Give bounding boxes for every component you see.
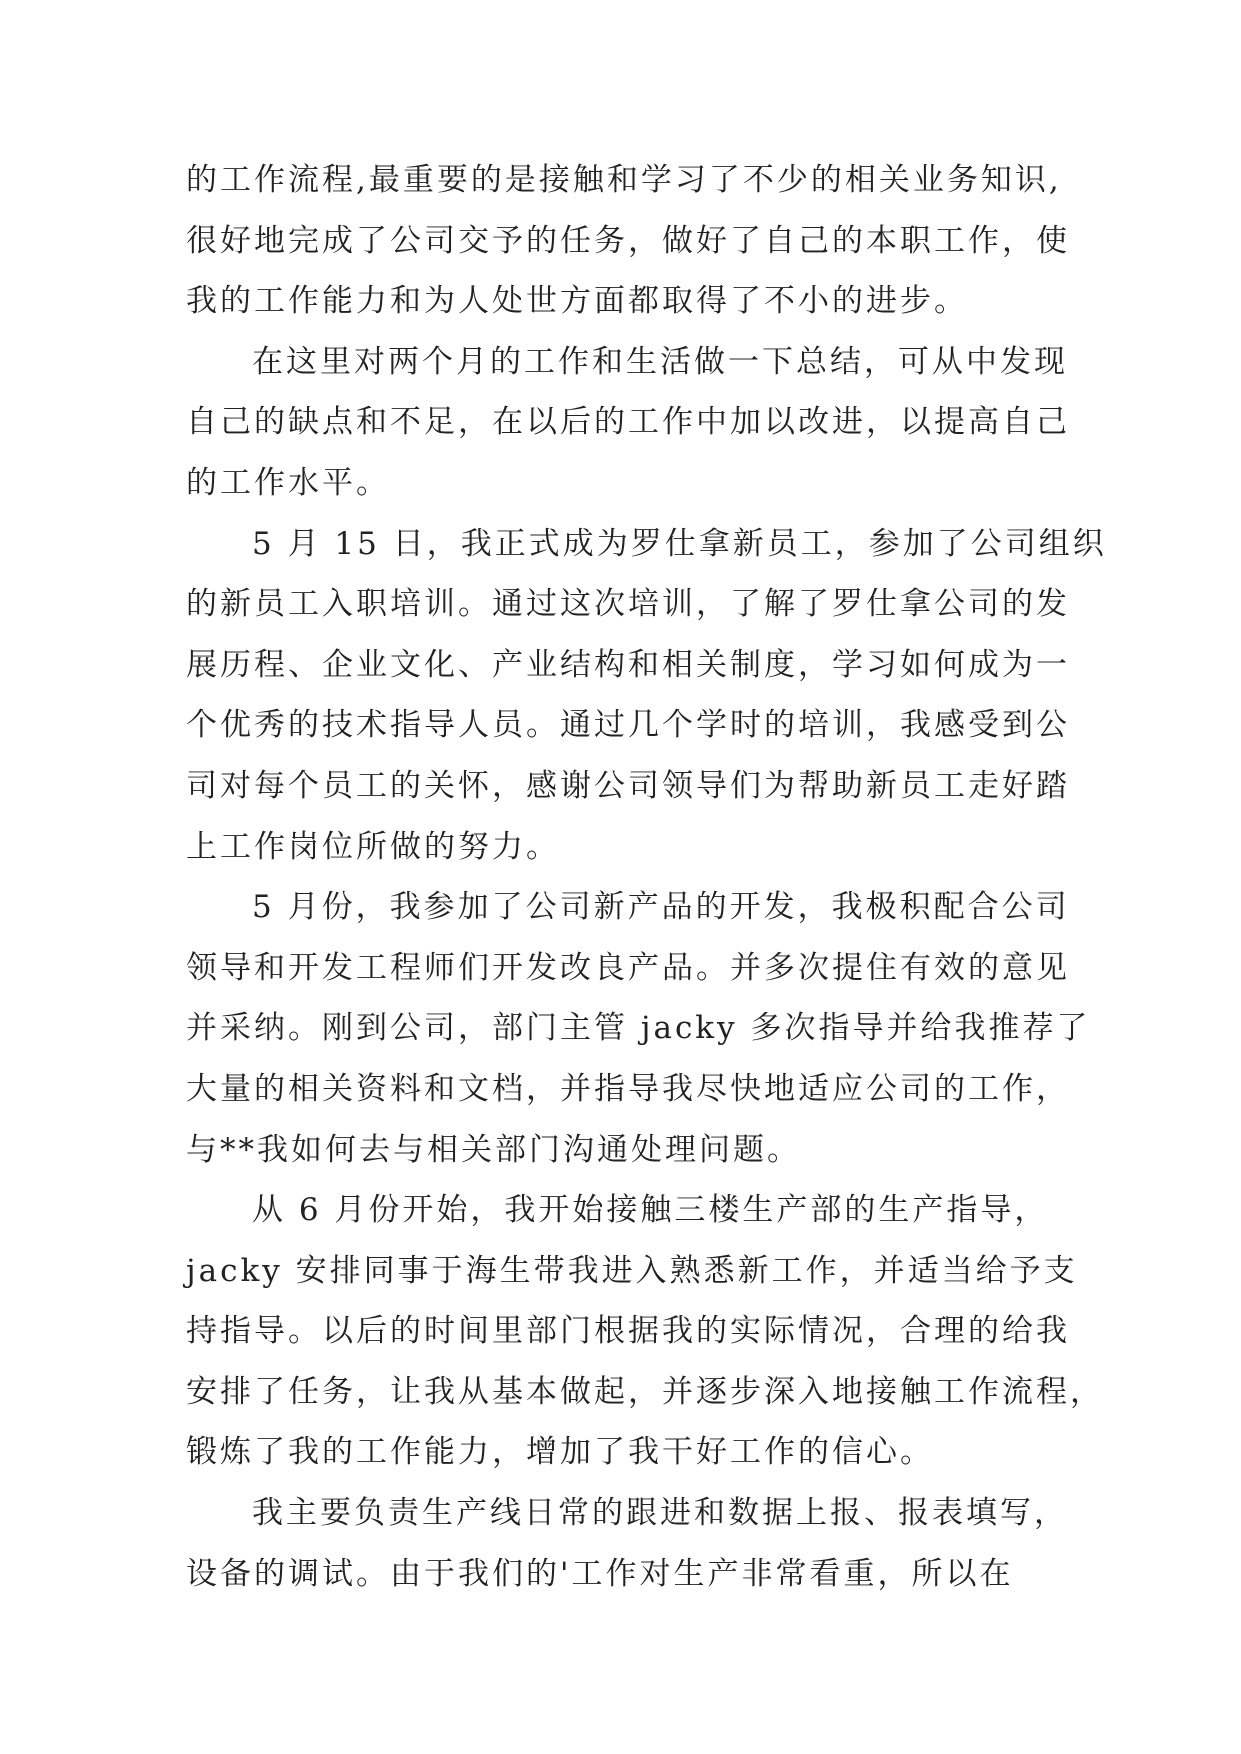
text-line: 从 6 月份开始，我开始接触三楼生产部的生产指导， <box>252 1192 1049 1229</box>
text-line: 锻炼了我的工作能力，增加了我干好工作的信心。 <box>186 1434 934 1471</box>
text-line: 的工作水平。 <box>186 464 390 501</box>
text-line: 很好地完成了公司交予的任务，做好了自己的本职工作，使 <box>186 222 1070 259</box>
text-line: jacky 安排同事于海生带我进入熟悉新工作，并适当给予支 <box>186 1252 1078 1289</box>
text-line: 安排了任务，让我从基本做起，并逐步深入地接触工作流程， <box>186 1373 1104 1410</box>
text-line: 个优秀的技术指导人员。通过几个学时的培训，我感受到公 <box>186 707 1070 744</box>
text-line: 展历程、企业文化、产业结构和相关制度，学习如何成为一 <box>186 646 1070 683</box>
text-line: 的工作流程,最重要的是接触和学习了不少的相关业务知识, <box>186 162 1062 198</box>
text-line: 自己的缺点和不足，在以后的工作中加以改进，以提高自己 <box>186 404 1070 441</box>
text-line: 我主要负责生产线日常的跟进和数据上报、报表填写， <box>252 1495 1068 1532</box>
text-line: 并采纳。刚到公司，部门主管 jacky 多次指导并给我推荐了 <box>186 1010 1091 1047</box>
text-line: 5 月份，我参加了公司新产品的开发，我极积配合公司 <box>252 889 1070 926</box>
text-line: 在这里对两个月的工作和生活做一下总结，可从中发现 <box>252 343 1068 380</box>
text-line: 设备的调试。由于我们的'工作对生产非常看重，所以在 <box>186 1555 1014 1592</box>
text-line: 我的工作能力和为人处世方面都取得了不小的进步。 <box>186 283 968 320</box>
text-line: 大量的相关资料和文档，并指导我尽快地适应公司的工作， <box>186 1070 1070 1107</box>
text-line: 领导和开发工程师们开发改良产品。并多次提住有效的意见 <box>186 949 1070 986</box>
document-body <box>186 150 1107 1604</box>
text-line: 5 月 15 日，我正式成为罗仕拿新员工，参加了公司组织 <box>252 525 1107 562</box>
text-line: 司对每个员工的关怀，感谢公司领导们为帮助新员工走好踏 <box>186 767 1070 804</box>
text-line: 上工作岗位所做的努力。 <box>186 828 560 865</box>
text-line: 的新员工入职培训。通过这次培训，了解了罗仕拿公司的发 <box>186 586 1070 623</box>
text-line: 持指导。以后的时间里部门根据我的实际情况，合理的给我 <box>186 1313 1070 1350</box>
text-line: 与**我如何去与相关部门沟通处理问题。 <box>186 1131 801 1168</box>
